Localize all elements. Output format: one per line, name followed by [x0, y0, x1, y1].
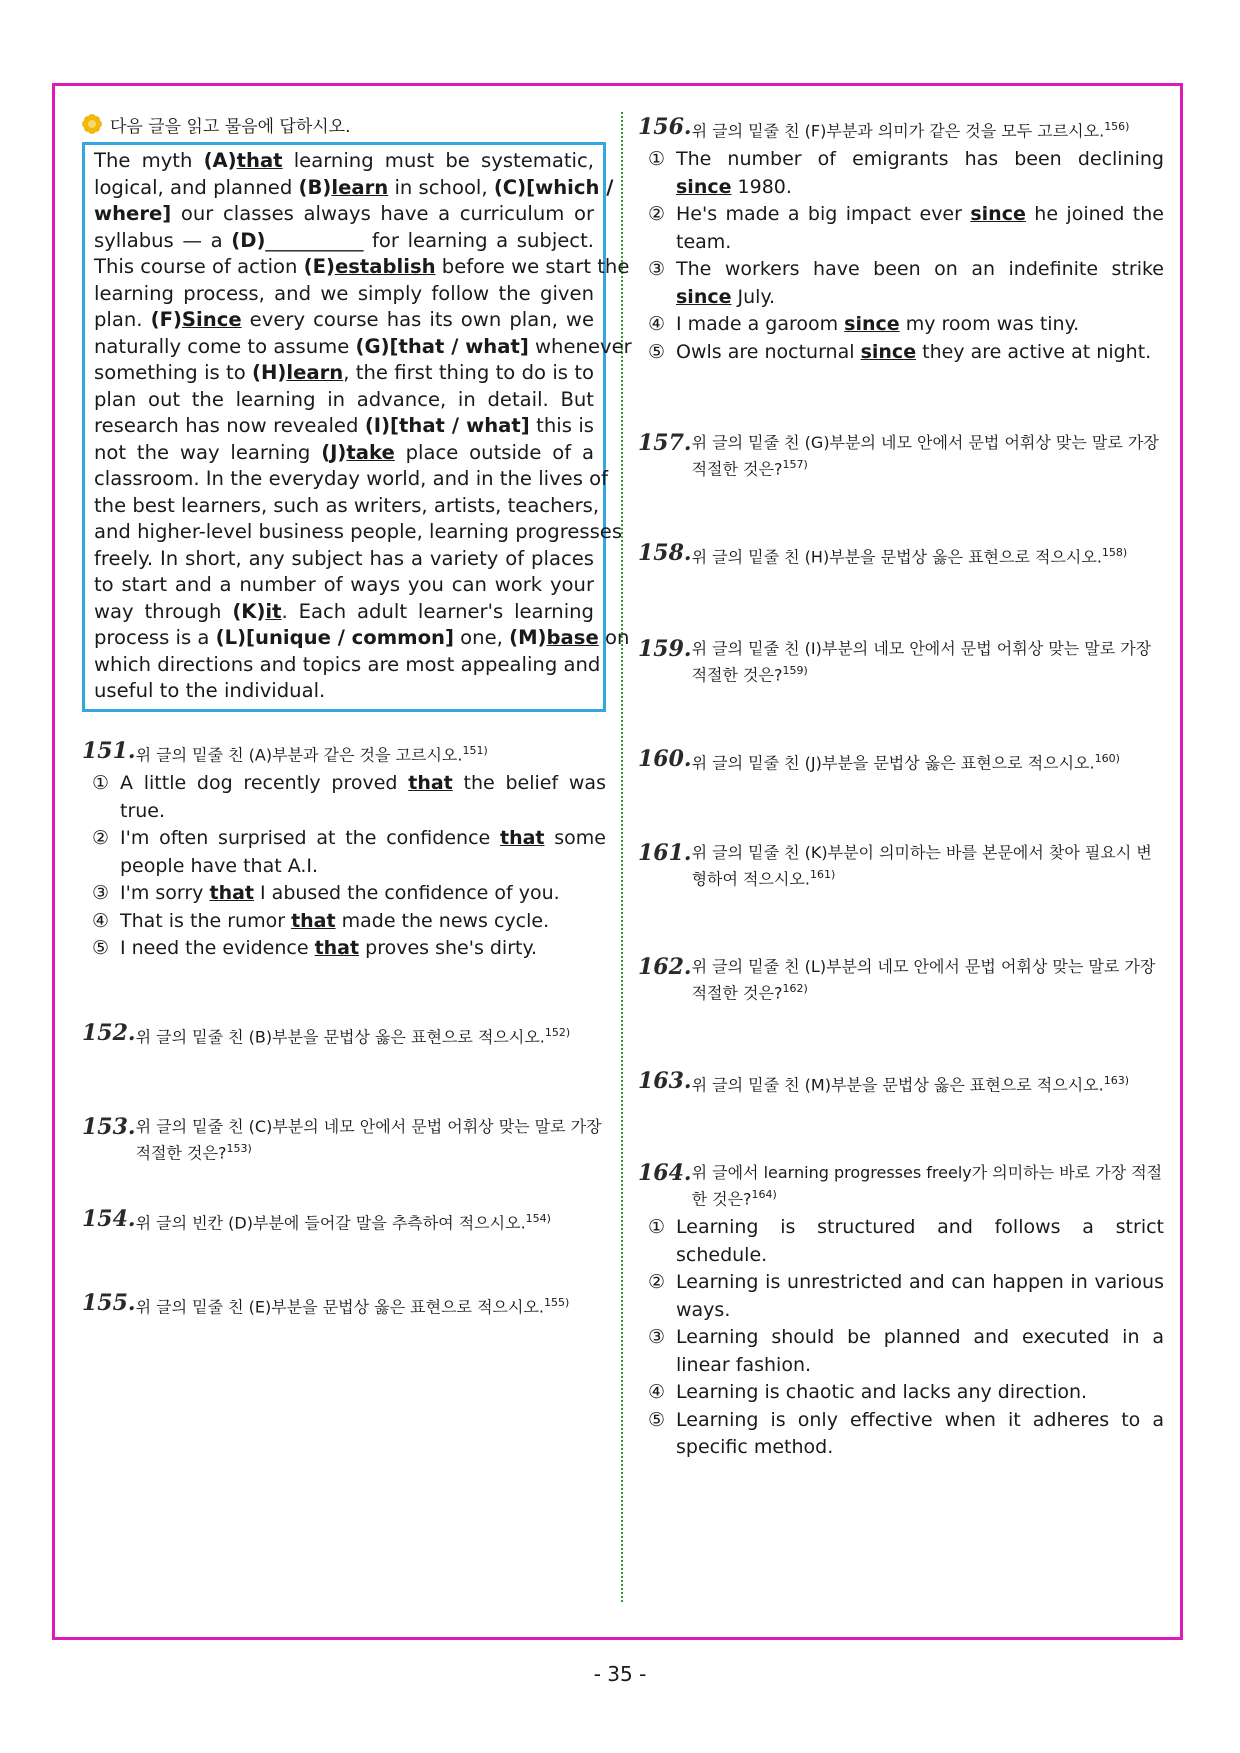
question-number: 152.	[82, 1020, 136, 1046]
question-163	[638, 1070, 1164, 1096]
option-text: He's made a big impact ever since he joined the team.	[676, 203, 1164, 253]
answer-option[interactable]	[648, 1324, 1164, 1379]
option-text: Learning is unrestricted and can happen in various ways.	[676, 1271, 1164, 1321]
option-number: ③	[648, 1326, 666, 1349]
option-number: ②	[648, 1271, 666, 1294]
question-number: 164.	[638, 1160, 692, 1186]
answer-option[interactable]	[92, 770, 606, 825]
option-text: I'm sorry that I abused the confidence of you.	[120, 882, 560, 905]
answer-option[interactable]	[648, 311, 1164, 339]
question-text: 위 글의 밑줄 친 (H)부분을 문법상 옳은 표현으로 적으시오.	[691, 547, 1102, 567]
question-number: 162.	[638, 954, 692, 980]
option-text: That is the rumor that made the news cycle.	[120, 909, 550, 932]
option-text: I need the evidence that proves she's dirty.	[120, 937, 538, 960]
question-text: 위 글의 밑줄 친 (C)부분의 네모 안에서 문법 어휘상 맞는 말로 가장 적절한 것은?	[135, 1117, 602, 1163]
answer-option[interactable]	[648, 1407, 1164, 1462]
option-number: ②	[648, 203, 666, 226]
answer-option[interactable]	[648, 1269, 1164, 1324]
option-keyword: that	[408, 772, 453, 795]
passage-line: and higher-level business people, learning progresses	[94, 520, 623, 543]
question-text: 위 글의 밑줄 친 (E)부분을 문법상 옳은 표현으로 적으시오.	[135, 1297, 544, 1317]
option-number: ③	[648, 258, 666, 281]
question-ref: 161)	[809, 868, 836, 881]
option-keyword: since	[970, 203, 1026, 226]
passage-line: learning process, and we simply follow the given	[94, 281, 594, 305]
question-162	[638, 956, 1164, 1004]
option-number: ⑤	[648, 340, 666, 363]
option-text: I made a garoom since my room was tiny.	[676, 313, 1080, 336]
option-keyword: since	[860, 340, 917, 363]
instruction-row	[82, 112, 606, 136]
option-number: ⑤	[648, 1408, 666, 1431]
question-number: 154.	[82, 1206, 136, 1232]
question-text: 위 글의 밑줄 친 (F)부분과 의미가 같은 것을 모두 고르시오.	[691, 121, 1105, 141]
flower-icon	[82, 114, 102, 134]
answer-option[interactable]	[92, 880, 606, 908]
question-164	[638, 1162, 1164, 1462]
question-number: 155.	[82, 1290, 136, 1316]
question-text: 위 글의 밑줄 친 (B)부분을 문법상 옳은 표현으로 적으시오.	[135, 1027, 545, 1047]
question-156	[638, 116, 1164, 366]
option-text: The workers have been on an indefinite strike since July.	[676, 258, 1164, 308]
option-number: ①	[92, 772, 110, 795]
option-text: A little dog recently proved that the belief was true.	[120, 772, 606, 822]
option-number: ①	[648, 1216, 666, 1239]
question-151	[82, 740, 606, 963]
question-number: 163.	[638, 1068, 692, 1094]
answer-option[interactable]	[648, 146, 1164, 201]
question-155	[82, 1292, 606, 1318]
passage-line: something is to (H)learn, the first thing to do is to	[94, 361, 594, 384]
question-153	[82, 1116, 606, 1164]
passage-line: which directions and topics are most appealing and	[94, 652, 601, 676]
passage-line: plan. (F)Since every course has its own plan, we	[94, 308, 595, 331]
answer-option[interactable]	[92, 825, 606, 880]
question-text: 위 글의 밑줄 친 (M)부분을 문법상 옳은 표현으로 적으시오.	[691, 1075, 1104, 1095]
question-152	[82, 1022, 606, 1048]
question-161	[638, 842, 1164, 890]
question-number: 156.	[638, 114, 692, 140]
question-ref: 152)	[544, 1026, 571, 1039]
answer-option[interactable]	[648, 1214, 1164, 1269]
passage-line: plan out the learning in advance, in detail. But	[94, 387, 594, 411]
question-text: 위 글에서 learning progresses freely가 의미하는 바로 가장 적절한 것은?	[691, 1163, 1163, 1209]
answer-option[interactable]	[92, 935, 606, 963]
passage-line: where] our classes always have a curriculum or	[94, 202, 594, 225]
question-ref: 163)	[1103, 1074, 1129, 1087]
option-number: ⑤	[92, 937, 110, 960]
question-text: 위 글의 밑줄 친 (G)부분의 네모 안에서 문법 어휘상 맞는 말로 가장 적절한 것은?	[691, 433, 1159, 479]
question-number: 161.	[638, 840, 692, 866]
option-text: Owls are nocturnal since they are active at night.	[676, 340, 1152, 363]
answer-option[interactable]	[648, 339, 1164, 367]
passage-line: to start and a number of ways you can work your	[94, 573, 594, 596]
question-number: 160.	[638, 746, 692, 772]
question-ref: 155)	[544, 1296, 570, 1309]
option-text: Learning is only effective when it adheres to a specific method.	[676, 1408, 1164, 1459]
option-number: ④	[92, 909, 110, 932]
question-ref: 159)	[782, 664, 808, 677]
question-text: 위 글의 빈칸 (D)부분에 들어갈 말을 추측하여 적으시오.	[135, 1213, 526, 1233]
passage-line: This course of action (E)establish before we start the	[94, 255, 630, 278]
question-ref: 160)	[1094, 752, 1120, 765]
passage-line: process is a (L)[unique / common] one, (M)base on	[94, 626, 630, 649]
answer-option[interactable]	[648, 201, 1164, 256]
question-text: 위 글의 밑줄 친 (L)부분의 네모 안에서 문법 어휘상 맞는 말로 가장 적절한 것은?	[691, 957, 1156, 1003]
option-number: ①	[648, 148, 666, 171]
option-keyword: since	[676, 175, 732, 198]
option-keyword: that	[209, 882, 254, 905]
option-keyword: that	[314, 937, 360, 960]
option-text: Learning is chaotic and lacks any direction.	[676, 1381, 1088, 1404]
question-number: 153.	[82, 1114, 136, 1140]
passage-line: logical, and planned (B)learn in school, (C)[which /	[94, 175, 614, 199]
question-text: 위 글의 밑줄 친 (K)부분이 의미하는 바를 본문에서 찾아 필요시 변형하여 적으시오.	[691, 843, 1152, 889]
passage-line: not the way learning (J)take place outside of a	[94, 440, 594, 464]
option-keyword: that	[499, 827, 545, 850]
question-158	[638, 542, 1164, 568]
question-number: 159.	[638, 636, 692, 662]
option-text: Learning should be planned and executed in a linear fashion.	[676, 1326, 1164, 1376]
question-ref: 158)	[1101, 546, 1128, 559]
question-number: 151.	[82, 738, 136, 764]
question-154	[82, 1208, 606, 1234]
question-text: 위 글의 밑줄 친 (J)부분을 문법상 옳은 표현으로 적으시오.	[691, 753, 1095, 773]
option-text: The number of emigrants has been declining since 1980.	[676, 148, 1164, 198]
question-157	[638, 432, 1164, 480]
passage-line: research has now revealed (I)[that / what] this is	[94, 414, 594, 437]
question-number: 157.	[638, 430, 692, 456]
option-number: ③	[92, 882, 110, 905]
option-number: ④	[648, 1381, 666, 1404]
passage-line: the best learners, such as writers, artists, teachers,	[94, 493, 600, 517]
question-159	[638, 638, 1164, 686]
question-160	[638, 748, 1164, 774]
answer-options	[92, 770, 606, 963]
question-text: 위 글의 밑줄 친 (I)부분의 네모 안에서 문법 어휘상 맞는 말로 가장 적절한 것은?	[691, 639, 1152, 685]
question-ref: 153)	[226, 1142, 252, 1155]
option-number: ④	[648, 313, 666, 336]
question-ref: 162)	[782, 982, 808, 995]
question-ref: 156)	[1104, 120, 1130, 133]
answer-option[interactable]	[648, 256, 1164, 311]
question-ref: 164)	[751, 1188, 777, 1201]
option-number: ②	[92, 827, 110, 850]
answer-options	[648, 1214, 1164, 1462]
left-column	[82, 112, 632, 1317]
option-text: Learning is structured and follows a strict schedule.	[676, 1216, 1164, 1266]
option-keyword: since	[844, 313, 900, 336]
question-ref: 151)	[462, 744, 488, 757]
reading-passage	[82, 142, 632, 712]
passage-line: classroom. In the everyday world, and in the lives of	[94, 467, 609, 490]
question-number: 158.	[638, 540, 692, 566]
passage-line: syllabus — a (D)__________ for learning a subject.	[94, 228, 594, 252]
page-number: - 35 -	[593, 1662, 647, 1686]
question-ref: 157)	[782, 458, 808, 471]
question-text: 위 글의 밑줄 친 (A)부분과 같은 것을 고르시오.	[135, 745, 463, 765]
option-keyword: since	[676, 285, 732, 308]
passage-line: freely. In short, any subject has a variety of places	[94, 546, 594, 570]
passage-line: naturally come to assume (G)[that / what] whenever	[94, 334, 632, 358]
answer-options	[648, 146, 1164, 366]
passage-line: useful to the individual.	[94, 679, 326, 702]
passage-line: way through (K)it. Each adult learner's learning	[94, 599, 594, 623]
instruction-text: 다음 글을 읽고 물음에 답하시오.	[110, 116, 351, 137]
answer-option[interactable]	[648, 1379, 1164, 1407]
question-ref: 154)	[525, 1212, 551, 1225]
option-text: I'm often surprised at the confidence that some people have that A.I.	[120, 827, 606, 877]
option-keyword: that	[291, 909, 336, 932]
answer-option[interactable]	[92, 908, 606, 936]
passage-line: The myth (A)that learning must be systematic,	[94, 149, 594, 172]
